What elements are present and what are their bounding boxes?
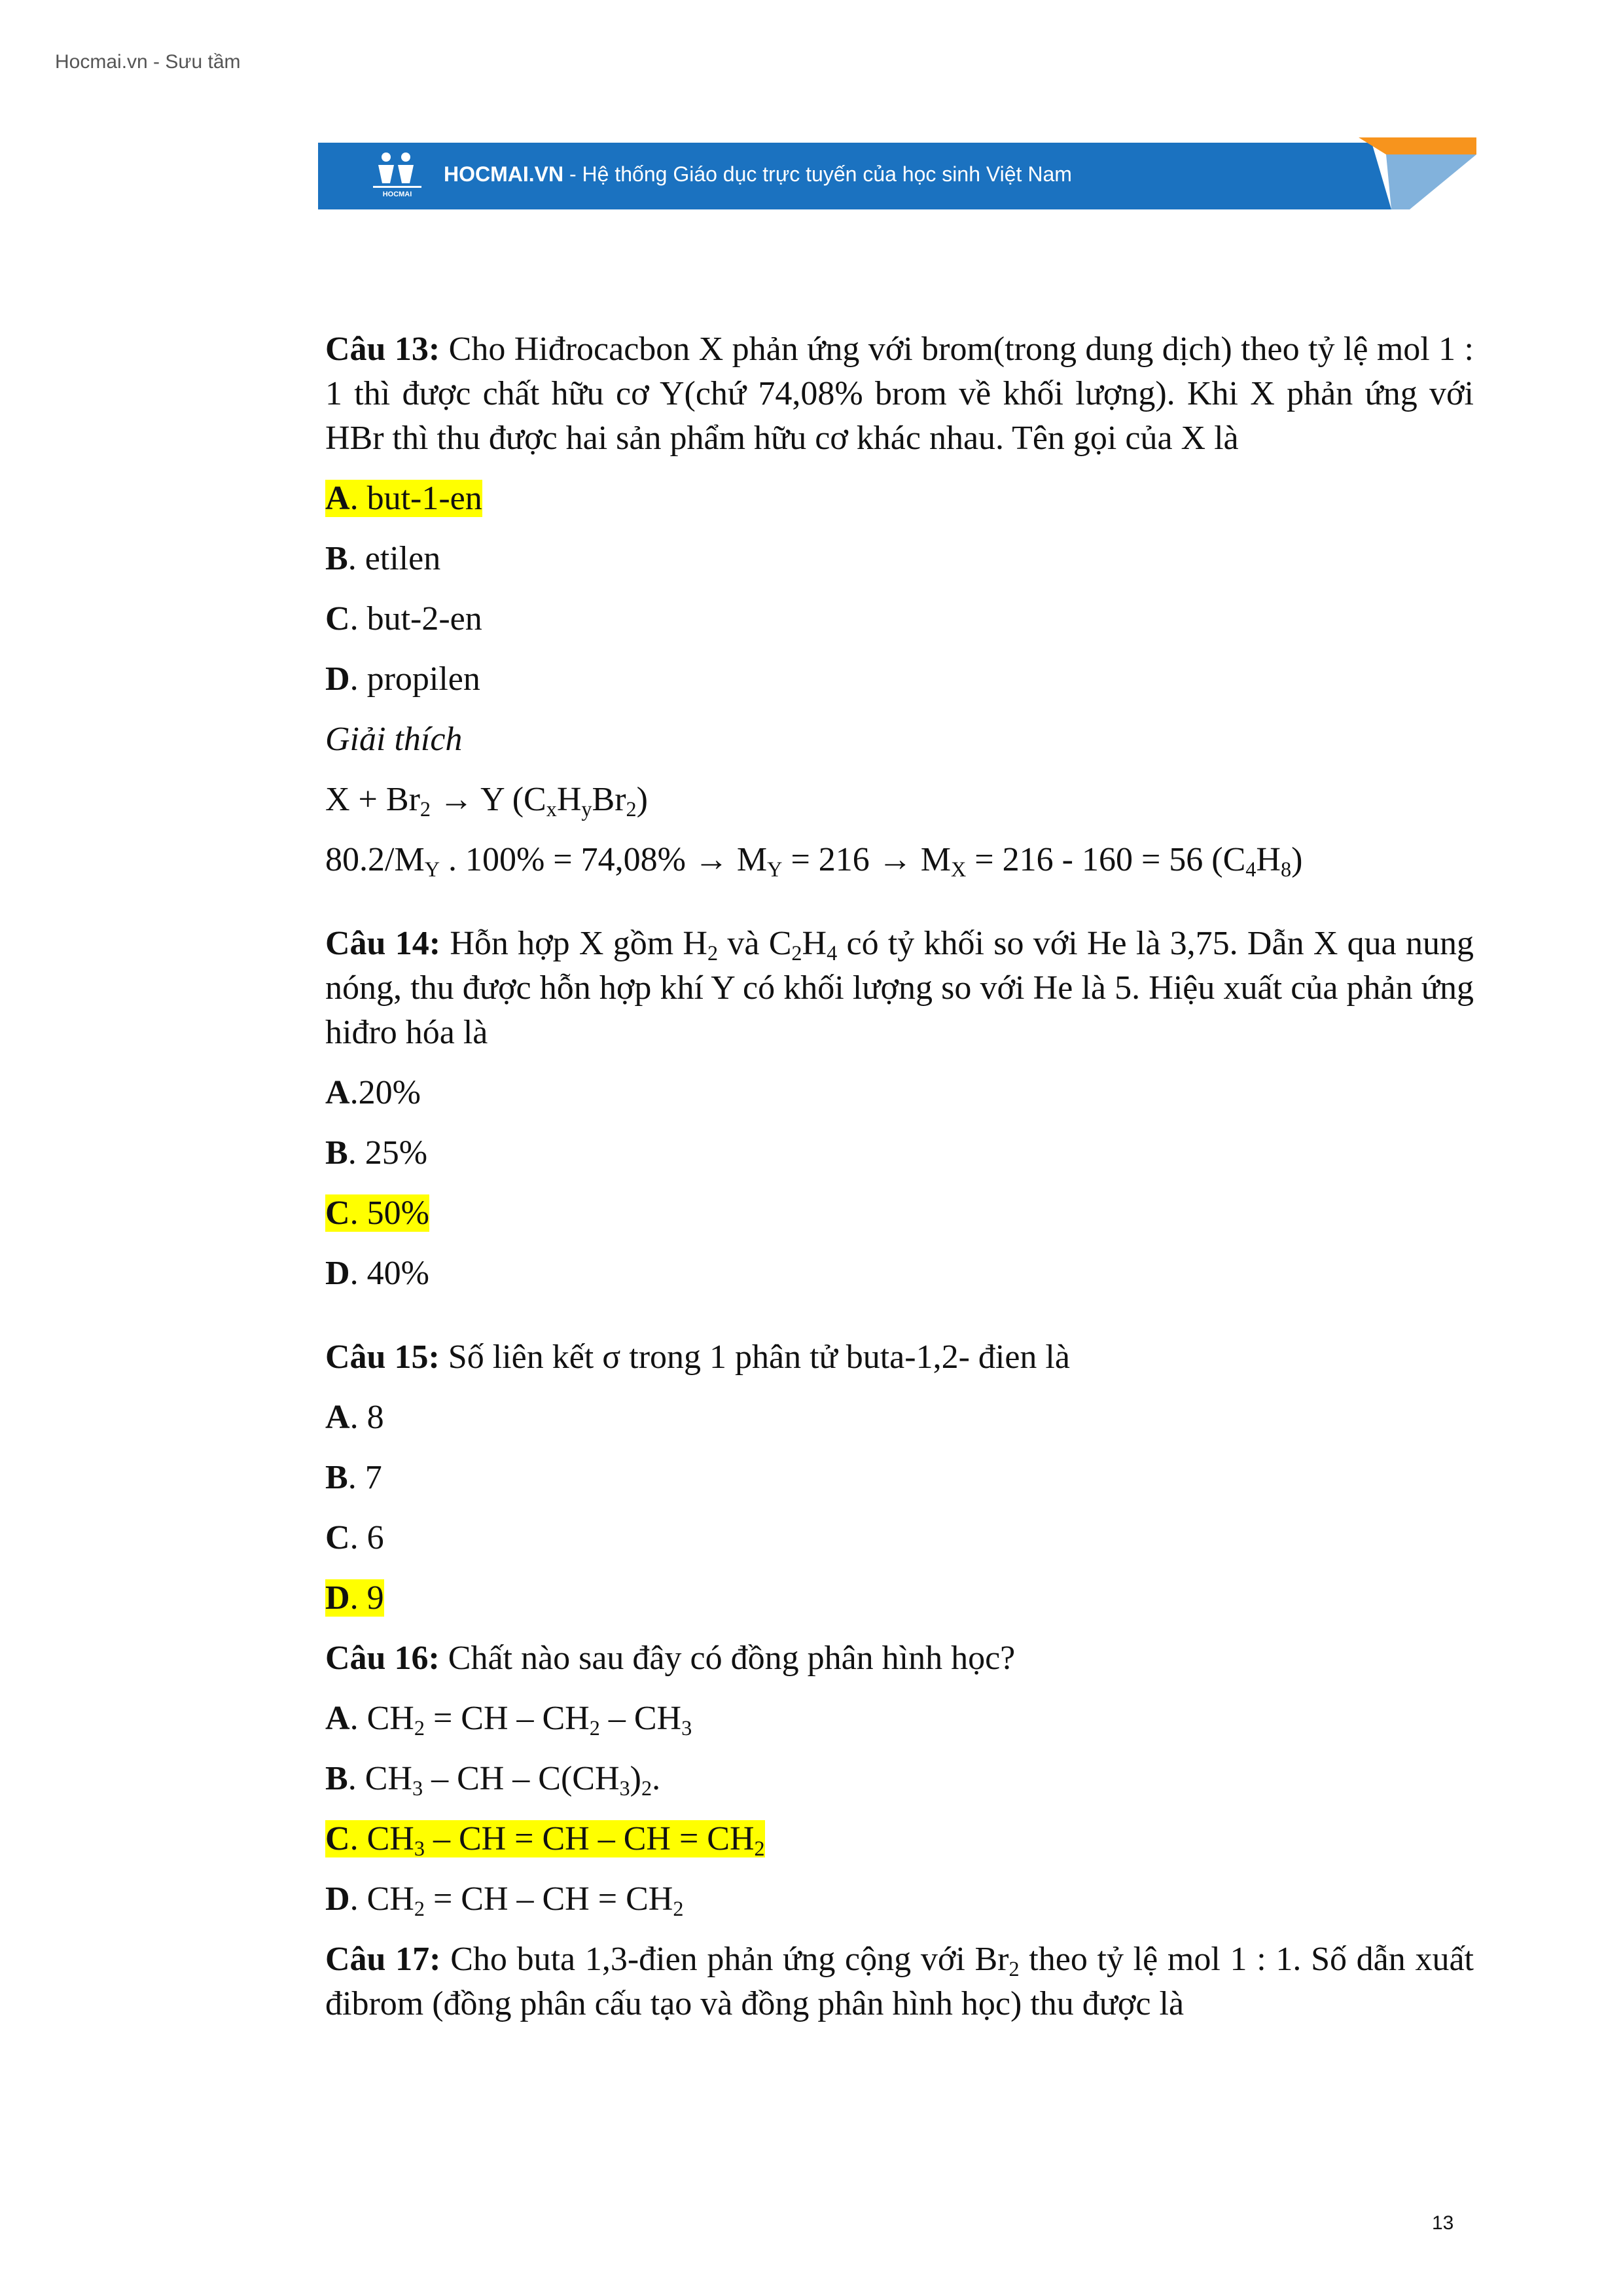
formula-sub: 2 (641, 1776, 652, 1801)
option-letter: D (325, 660, 350, 698)
option-letter: C (325, 1194, 350, 1232)
q13-option-a (325, 476, 1474, 521)
question-16 (325, 1636, 1474, 1681)
question-label: Câu 16: (325, 1640, 440, 1677)
option-text: . 7 (348, 1459, 382, 1496)
q13-option-c (325, 597, 1474, 641)
option-text: . 8 (349, 1399, 384, 1436)
q-sub: 2 (791, 941, 802, 965)
eq-text: ) (636, 781, 648, 818)
q15-option-b (325, 1456, 1474, 1500)
formula-text: . CH (348, 1760, 412, 1797)
question-text: Số liên kết σ trong 1 phân tử buta-1,2- đien là (439, 1338, 1070, 1376)
eq-text: = 216 → M (782, 841, 952, 878)
q15-option-a (325, 1395, 1474, 1440)
eq-text: . 100% = 74,08% → M (439, 841, 768, 878)
option-letter: B (325, 1459, 348, 1496)
q14-option-b (325, 1131, 1474, 1175)
answer-highlight (325, 1820, 765, 1861)
option-letter: A (325, 1074, 350, 1111)
formula-sub: 3 (412, 1776, 423, 1801)
question-text: Cho buta 1,3-đien phản ứng cộng với Br (440, 1941, 1009, 1978)
option-letter: A (325, 1700, 350, 1737)
eq-sub: 8 (1280, 857, 1292, 882)
formula-sub: 2 (754, 1837, 765, 1861)
option-text: . but-2-en (349, 600, 482, 637)
formula-text: . CH (349, 1820, 414, 1857)
eq-sub: Y (767, 857, 783, 882)
option-letter: D (325, 1880, 350, 1918)
q-sub: 2 (1008, 1957, 1020, 1981)
question-text: theo tỷ lệ mol 1 : 1. Số dẫn xuất đibrom (đồng phân cấu tạo và đồng phân hình học) thu được là (325, 1941, 1474, 2022)
banner-tagline: - Hệ thống Giáo dục trực tuyến của học sinh Việt Nam (563, 162, 1072, 186)
option-letter: C (325, 1820, 350, 1857)
question-14 (325, 922, 1474, 1055)
question-label: Câu 13: (325, 331, 440, 368)
question-text: có tỷ khối so với He là 3,75. Dẫn X qua nung nóng, thu được hỗn hợp khí Y có khối lượng so với He là 5. Hiệu xuất của phản ứng hiđro hóa là (325, 925, 1474, 1051)
formula-text: – CH (599, 1700, 682, 1737)
page-number: 13 (1432, 2212, 1454, 2234)
option-text: . etilen (348, 540, 441, 577)
q16-option-d (325, 1877, 1474, 1922)
q16-option-c (325, 1817, 1474, 1861)
question-label: Câu 14: (325, 925, 441, 962)
option-text: . 50% (349, 1194, 429, 1232)
eq-text: → Y (C (431, 781, 546, 818)
option-text: . 25% (348, 1134, 428, 1172)
q-sub: 2 (707, 941, 719, 965)
question-label: Câu 17: (325, 1941, 441, 1978)
question-15 (325, 1335, 1474, 1380)
eq-sub: y (581, 797, 592, 821)
eq-text: ) (1291, 841, 1303, 878)
q-sub: 4 (827, 941, 838, 965)
q16-option-b (325, 1757, 1474, 1801)
formula-text: – CH – C(CH (423, 1760, 620, 1797)
question-text: Hỗn hợp X gồm H (440, 925, 707, 962)
answer-highlight (325, 1194, 429, 1232)
formula-text: ) (630, 1760, 641, 1797)
formula-text: . CH (349, 1880, 414, 1918)
question-13 (325, 327, 1474, 461)
option-letter: C (325, 1519, 350, 1556)
eq-sub: 2 (626, 797, 637, 821)
equation-1 (325, 778, 1474, 822)
question-label: Câu 15: (325, 1338, 440, 1376)
eq-sub: 2 (419, 797, 431, 821)
option-letter: A (325, 480, 350, 517)
formula-text: = CH – CH = CH (424, 1880, 673, 1918)
formula-sub: 3 (681, 1716, 692, 1740)
eq-text: H (556, 781, 582, 818)
option-text: . 6 (349, 1519, 384, 1556)
source-note: Hocmai.vn - Sưu tầm (55, 51, 241, 73)
banner-brand: HOCMAI.VN (444, 162, 564, 186)
logo-figures-icon (372, 151, 423, 198)
eq-text: H (1256, 841, 1281, 878)
formula-sub: 3 (414, 1837, 425, 1861)
eq-text: 80.2/M (325, 841, 425, 878)
formula-sub: 2 (589, 1716, 600, 1740)
question-text: và C (718, 925, 792, 962)
eq-text: = 216 - 160 = 56 (C (966, 841, 1246, 878)
formula-text: – CH = CH – CH = CH (424, 1820, 755, 1857)
equation-2 (325, 838, 1474, 882)
option-letter: C (325, 600, 350, 637)
option-text: .20% (349, 1074, 421, 1111)
formula-sub: 2 (414, 1897, 425, 1921)
q15-option-d (325, 1576, 1474, 1621)
header-banner (318, 137, 1476, 209)
option-letter: D (325, 1579, 350, 1617)
eq-sub: 4 (1245, 857, 1257, 882)
option-letter: B (325, 1134, 348, 1172)
formula-text: = CH – CH (424, 1700, 590, 1737)
eq-sub: x (546, 797, 557, 821)
banner-title (444, 162, 1072, 187)
option-text: . 9 (349, 1579, 384, 1617)
q15-option-c (325, 1516, 1474, 1560)
q14-option-c (325, 1191, 1474, 1236)
logo-caption: HOCMAI (382, 190, 412, 198)
option-letter: A (325, 1399, 350, 1436)
option-text: . 40% (349, 1255, 429, 1292)
question-text: Cho Hiđrocacbon X phản ứng với brom(trong dung dịch) theo tỷ lệ mol 1 : 1 thì được chất hữu cơ Y(chứ 74,08% brom về khối lượng). Khi X phản ứng với HBr thì thu được hai sản phẩm hữu cơ khác nhau. Tên gọi của X là (325, 331, 1474, 457)
formula-text: . (652, 1760, 661, 1797)
option-letter: B (325, 1760, 348, 1797)
option-text: . but-1-en (349, 480, 482, 517)
explanation-title: Giải thích (325, 721, 463, 758)
question-text: Chất nào sau đây có đồng phân hình học? (439, 1640, 1016, 1677)
page-content (325, 327, 1474, 2042)
q13-option-b (325, 537, 1474, 581)
formula-sub: 2 (673, 1897, 684, 1921)
option-text: . propilen (349, 660, 480, 698)
q14-option-d (325, 1251, 1474, 1296)
eq-text: X + Br (325, 781, 420, 818)
q16-option-a (325, 1696, 1474, 1741)
question-text: H (802, 925, 827, 962)
q13-option-d (325, 657, 1474, 702)
formula-sub: 2 (414, 1716, 425, 1740)
formula-text: . CH (349, 1700, 414, 1737)
question-17 (325, 1937, 1474, 2026)
hocmai-logo (372, 151, 423, 198)
answer-highlight (325, 480, 482, 517)
eq-sub: X (951, 857, 967, 882)
answer-highlight (325, 1579, 384, 1617)
formula-sub: 3 (619, 1776, 630, 1801)
option-letter: B (325, 540, 348, 577)
q14-option-a (325, 1071, 1474, 1115)
eq-text: Br (592, 781, 626, 818)
eq-sub: Y (424, 857, 440, 882)
option-letter: D (325, 1255, 350, 1292)
